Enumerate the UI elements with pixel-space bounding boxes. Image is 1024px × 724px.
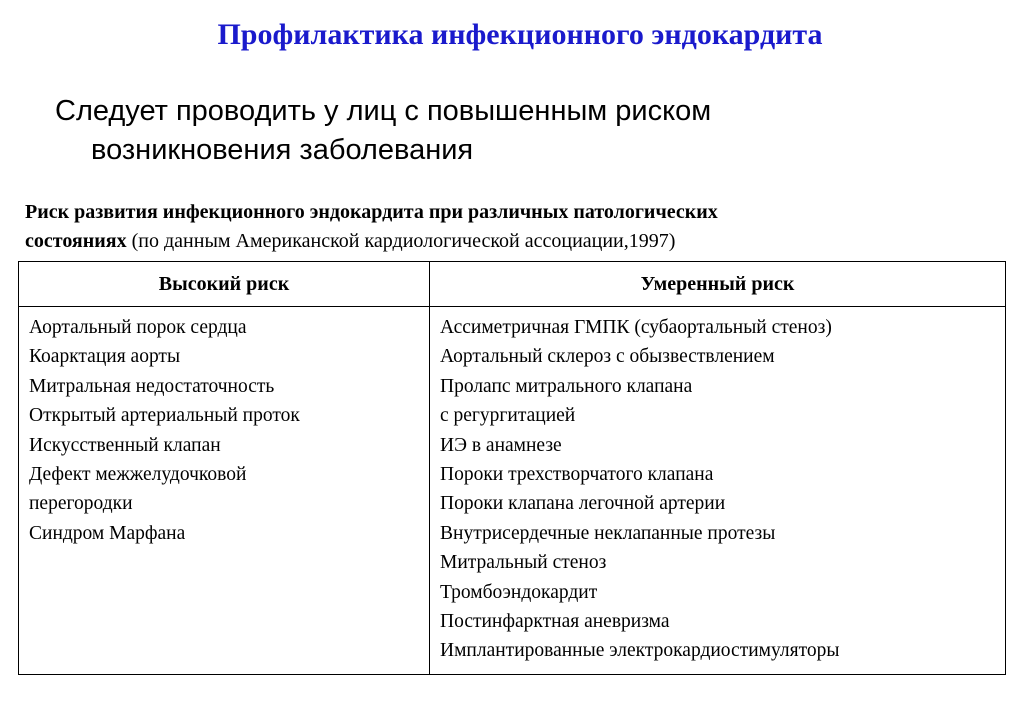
list-item: Пролапс митрального клапана <box>440 375 693 397</box>
list-item: Митральный стеноз <box>440 552 607 574</box>
list-item: ИЭ в анамнезе <box>440 434 562 456</box>
header-moderate-risk: Умеренный риск <box>430 262 1006 307</box>
risk-table <box>18 261 1006 675</box>
slide-title: Профилактика инфекционного эндокардита <box>217 18 823 51</box>
subtitle <box>55 92 711 170</box>
table-row <box>19 307 1006 675</box>
subtitle-line-1: Следует проводить у лиц с повышенным риском <box>55 95 712 127</box>
list-item: перегородки <box>29 493 133 515</box>
list-item: Дефект межжелудочковой <box>29 464 247 486</box>
list-item: Постинфарктная аневризма <box>440 611 670 633</box>
list-item: Внутрисердечные неклапанные протезы <box>440 522 776 544</box>
caption-source: (по данным Американской кардиологической ассоциации,1997) <box>126 230 676 252</box>
table-caption <box>25 198 718 256</box>
list-item: Аортальный порок сердца <box>29 317 247 338</box>
list-item: Открытый артериальный проток <box>29 405 300 427</box>
caption-bold-line-2: состояниях <box>25 230 127 252</box>
list-item: Синдром Марфана <box>29 522 186 544</box>
list-item: Имплантированные электрокардиостимуляторы <box>440 640 840 662</box>
header-high-risk: Высокий риск <box>19 262 430 307</box>
list-item: Искусственный клапан <box>29 434 221 456</box>
caption-bold-line-1: Риск развития инфекционного эндокардита при различных патологических <box>25 201 718 223</box>
moderate-risk-cell <box>430 307 1006 675</box>
list-item: Ассиметричная ГМПК (субаортальный стеноз) <box>440 317 832 338</box>
subtitle-line-2: возникновения заболевания <box>91 134 474 166</box>
list-item: Аортальный склероз с обызвествлением <box>440 346 775 368</box>
table-header-row <box>19 262 1006 307</box>
list-item: Митральная недостаточность <box>29 375 275 397</box>
list-item: Тромбоэндокардит <box>440 581 598 603</box>
list-item: с регургитацией <box>440 405 576 427</box>
high-risk-cell <box>19 307 430 675</box>
list-item: Пороки клапана легочной артерии <box>440 493 726 515</box>
list-item: Коарктация аорты <box>29 346 181 368</box>
list-item: Пороки трехстворчатого клапана <box>440 464 714 486</box>
